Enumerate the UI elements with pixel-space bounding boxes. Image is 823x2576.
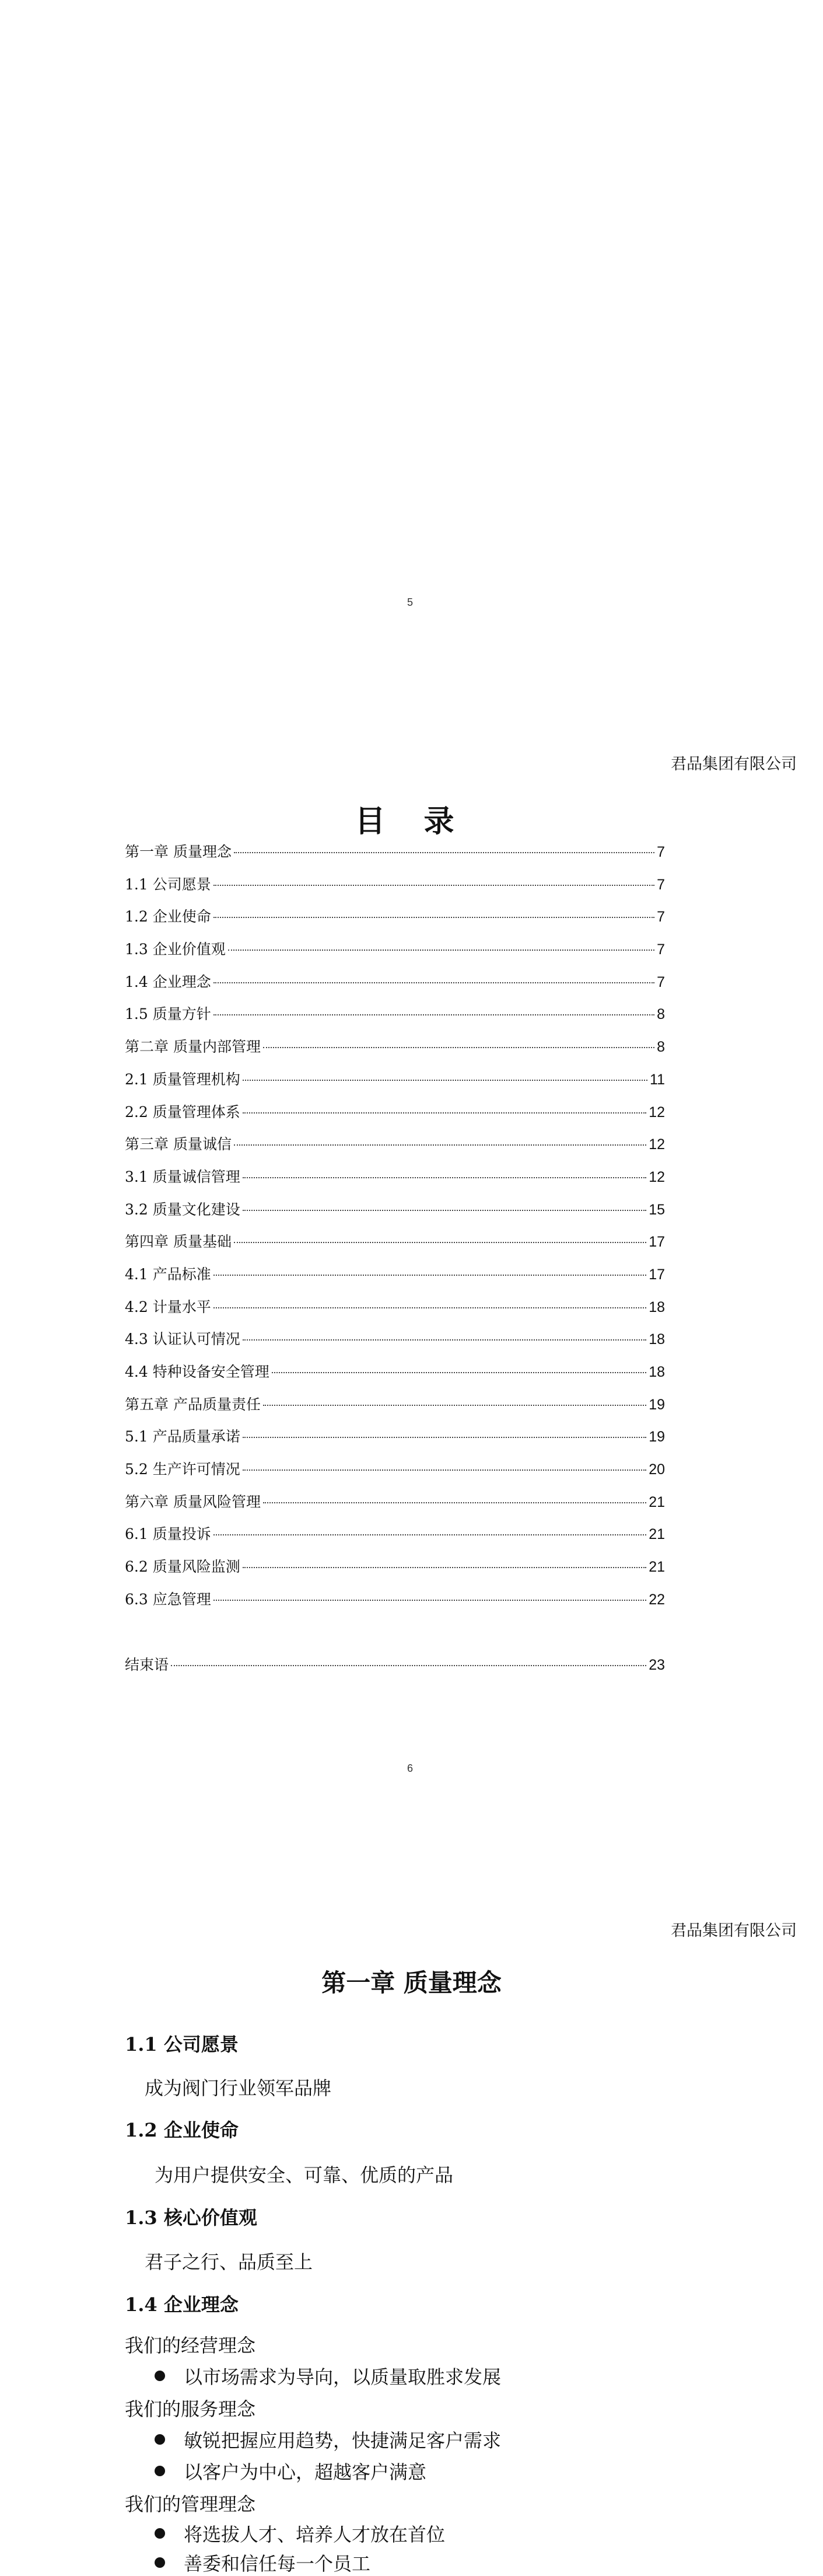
bullet-icon <box>155 2528 165 2539</box>
toc-entry[interactable]: 第二章 质量内部管理 8 <box>125 1038 665 1056</box>
toc-entry[interactable]: 4.4 特种设备安全管理 18 <box>125 1363 665 1380</box>
toc-entry[interactable]: 结束语 23 <box>125 1656 665 1673</box>
section-heading: 1.1 公司愿景 <box>125 2033 239 2055</box>
toc-entry[interactable]: 4.1 产品标准 17 <box>125 1265 665 1283</box>
bullet-icon <box>155 2557 165 2568</box>
toc-entry[interactable]: 3.1 质量诚信管理 12 <box>125 1168 665 1185</box>
bullet-icon <box>155 2371 165 2381</box>
toc-list <box>125 840 665 1685</box>
toc-entry[interactable]: 第五章 产品质量责任 19 <box>125 1395 665 1413</box>
subsection-label: 我们的管理理念 <box>125 2493 256 2515</box>
toc-entry[interactable]: 6.1 质量投诉 21 <box>125 1526 665 1543</box>
bullet-item: 将选拔人才、培养人才放在首位 <box>155 2520 445 2547</box>
toc-entry[interactable]: 1.3 企业价值观 7 <box>125 941 665 958</box>
toc-entry[interactable]: 6.2 质量风险监测 21 <box>125 1558 665 1576</box>
bullet-icon <box>155 2434 165 2445</box>
toc-entry[interactable]: 2.1 质量管理机构 11 <box>125 1070 665 1088</box>
section-heading: 1.4 企业理念 <box>125 2294 239 2316</box>
toc-entry[interactable]: 6.3 应急管理 22 <box>125 1590 665 1608</box>
section-heading: 1.3 核心价值观 <box>125 2207 257 2229</box>
toc-title: 目 录 <box>355 804 468 839</box>
toc-entry[interactable]: 1.1 公司愿景 7 <box>125 875 665 893</box>
bullet-item: 以市场需求为导向，以质量取胜求发展 <box>155 2362 501 2389</box>
toc-entry[interactable]: 1.2 企业使命 7 <box>125 908 665 926</box>
toc-entry[interactable]: 第三章 质量诚信 12 <box>125 1136 665 1153</box>
company-header: 君品集团有限公司 <box>671 755 797 773</box>
section-text: 为用户提供安全、可靠、优质的产品 <box>155 2164 454 2186</box>
toc-entry[interactable]: 1.5 质量方针 8 <box>125 1006 665 1023</box>
toc-entry[interactable]: 4.3 认证认可情况 18 <box>125 1331 665 1348</box>
page-number: 5 <box>407 596 414 608</box>
bullet-icon <box>155 2466 165 2476</box>
toc-entry[interactable]: 2.2 质量管理体系 12 <box>125 1103 665 1121</box>
bullet-item: 以客户为中心，超越客户满意 <box>155 2458 426 2484</box>
page-number: 6 <box>407 1762 414 1774</box>
toc-entry[interactable]: 第一章 质量理念 7 <box>125 843 665 860</box>
toc-entry[interactable]: 4.2 计量水平 18 <box>125 1298 665 1315</box>
toc-entry[interactable]: 第六章 质量风险管理 21 <box>125 1493 665 1510</box>
section-heading: 1.2 企业使命 <box>125 2119 239 2141</box>
toc-entry[interactable]: 1.4 企业理念 7 <box>125 973 665 990</box>
toc-entry[interactable]: 5.1 产品质量承诺 19 <box>125 1428 665 1446</box>
bullet-item: 敏锐把握应用趋势，快捷满足客户需求 <box>155 2426 501 2453</box>
toc-entry[interactable]: 3.2 质量文化建设 15 <box>125 1200 665 1218</box>
subsection-label: 我们的经营理念 <box>125 2334 256 2357</box>
section-text: 成为阀门行业领军品牌 <box>145 2077 332 2099</box>
section-text: 君子之行、品质至上 <box>145 2251 313 2273</box>
toc-entry[interactable]: 第四章 质量基础 17 <box>125 1233 665 1251</box>
chapter-title: 第一章 质量理念 <box>321 1968 502 1997</box>
bullet-item: 善委和信任每一个员工 <box>155 2549 370 2576</box>
subsection-label: 我们的服务理念 <box>125 2398 256 2420</box>
toc-entry[interactable]: 5.2 生产许可情况 20 <box>125 1461 665 1478</box>
company-header: 君品集团有限公司 <box>671 1922 797 1940</box>
